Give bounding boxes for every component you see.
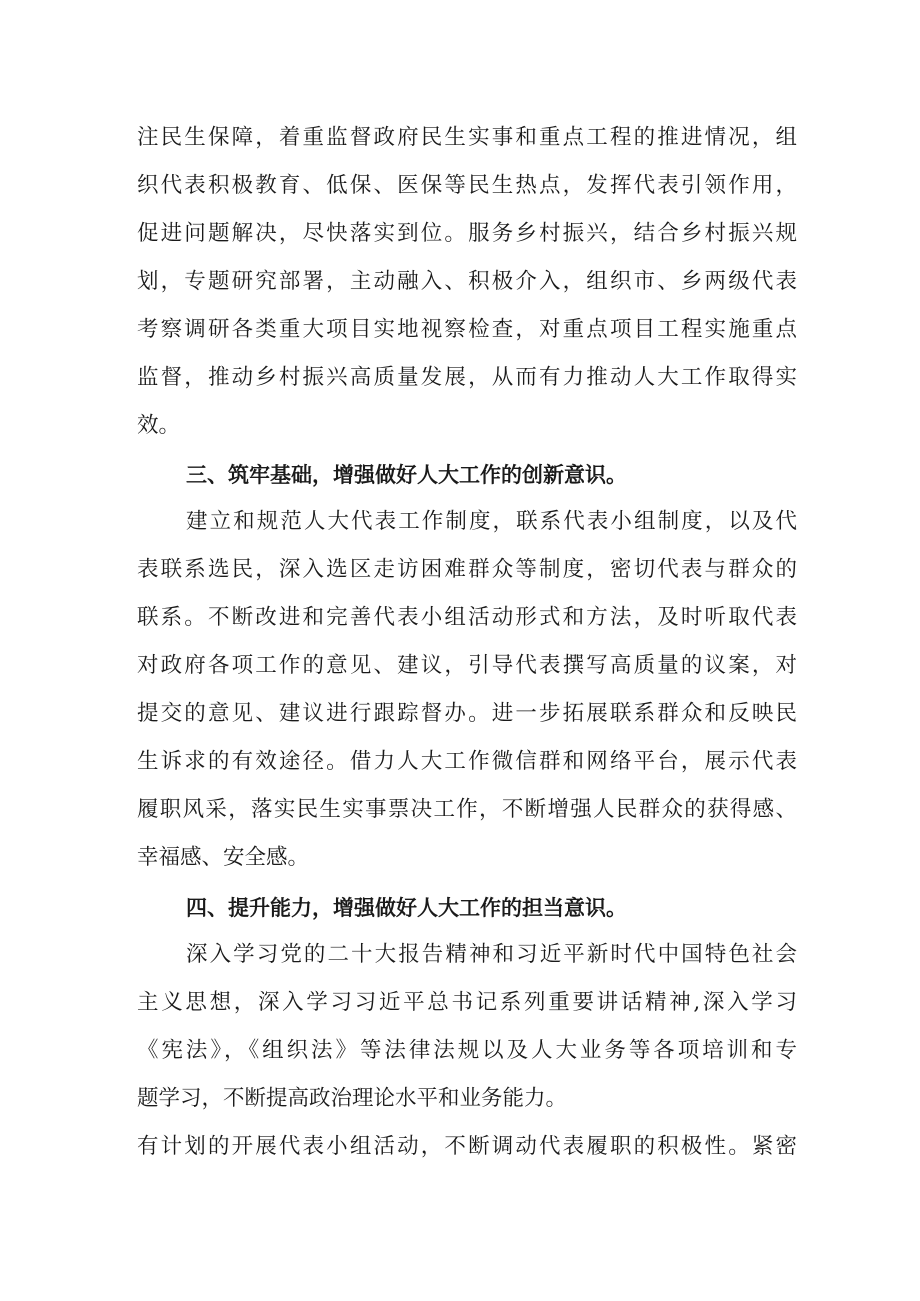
body-line: 《宪法》，《组织法》等法律法规以及人大业务等各项培训和专 (137, 1038, 797, 1063)
body-line: 提交的意见、建议进行跟踪督办。进一步拓展联系群众和反映民 (137, 701, 797, 726)
body-line: 划，专题研究部署，主动融入、积极介入，组织市、乡两级代表 (137, 269, 797, 294)
body-line: 注民生保障，着重监督政府民生实事和重点工程的推进情况，组 (137, 125, 797, 150)
body-line: 有计划的开展代表小组活动，不断调动代表履职的积极性。紧密 (137, 1134, 797, 1159)
body-line: 促进问题解决，尽快落实到位。服务乡村振兴，结合乡村振兴规 (137, 221, 797, 246)
body-line: 题学习，不断提高政治理论水平和业务能力。 (137, 1086, 568, 1111)
body-line: 主义思想，深入学习习近平总书记系列重要讲话精神,深入学习 (137, 990, 797, 1015)
body-line: 履职风采，落实民生实事票决工作，不断增强人民群众的获得感、 (137, 797, 797, 822)
body-line: 表联系选民，深入选区走访困难群众等制度，密切代表与群众的 (137, 557, 797, 582)
body-line: 对政府各项工作的意见、建议，引导代表撰写高质量的议案，对 (137, 653, 797, 678)
body-line: 考察调研各类重大项目实地视察检查，对重点项目工程实施重点 (137, 317, 797, 342)
body-line: 织代表积极教育、低保、医保等民生热点，发挥代表引领作用， (137, 173, 797, 198)
section-heading-4: 四、提升能力，增强做好人大工作的担当意识。 (186, 896, 627, 920)
section-heading-3: 三、筑牢基础，增强做好人大工作的创新意识。 (186, 463, 627, 487)
body-line: 监督，推动乡村振兴高质量发展，从而有力推动人大工作取得实 (137, 365, 797, 390)
body-line: 建立和规范人大代表工作制度，联系代表小组制度，以及代 (186, 509, 797, 534)
body-line: 幸福感、安全感。 (137, 845, 310, 870)
body-line: 生诉求的有效途径。借力人大工作微信群和网络平台，展示代表 (137, 749, 797, 774)
body-line: 效。 (137, 413, 181, 438)
body-line: 深入学习党的二十大报告精神和习近平新时代中国特色社会 (186, 942, 797, 967)
body-line: 联系。不断改进和完善代表小组活动形式和方法，及时听取代表 (137, 605, 797, 630)
